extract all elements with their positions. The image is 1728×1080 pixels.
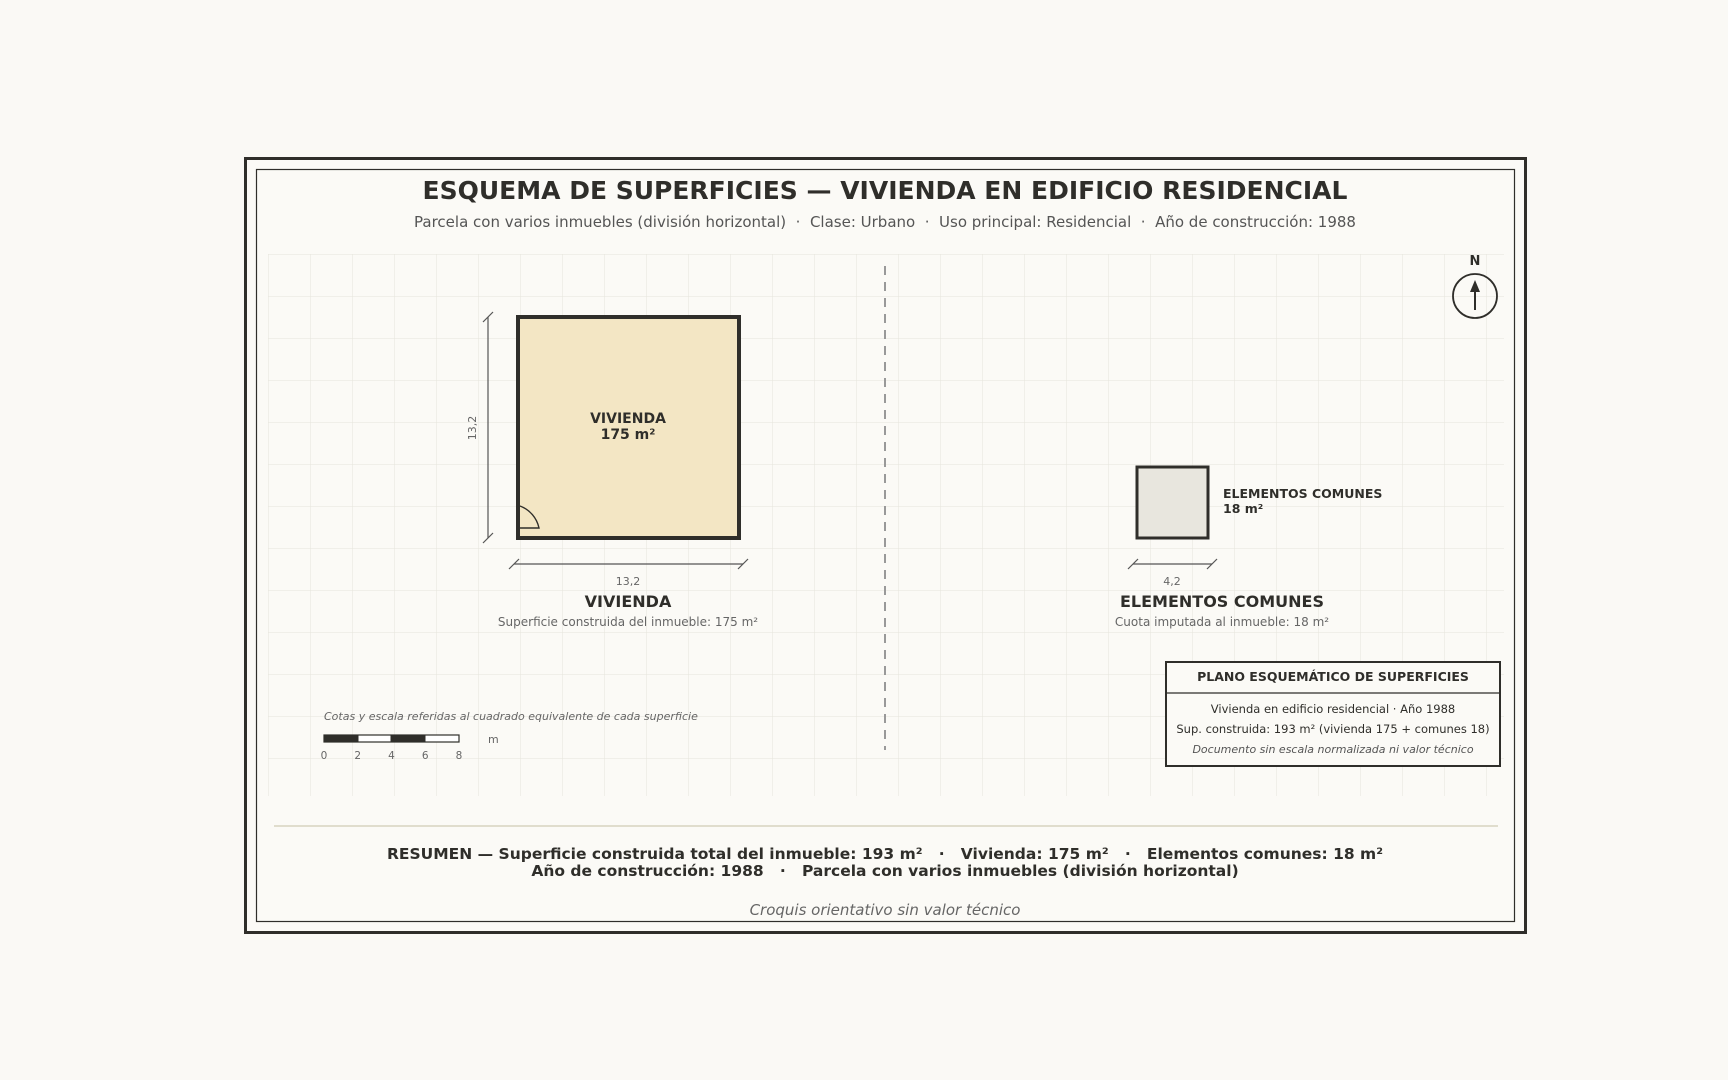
scale-unit: m [488, 733, 499, 746]
scale-bar [324, 735, 459, 742]
footer-note: Croquis orientativo sin valor técnico [749, 901, 1021, 919]
scale-tick-label: 4 [388, 750, 395, 762]
comunes-caption-text: Cuota imputada al inmueble: 18 m² [1114, 615, 1330, 629]
vivienda-area: 175 m² [600, 427, 656, 443]
comunes-width-label: 4,2 [1163, 575, 1181, 588]
legend-line-1: Vivienda en edificio residencial · Año 1988 [1210, 702, 1456, 716]
scale-tick-label: 2 [354, 750, 362, 762]
page-title: ESQUEMA DE SUPERFICIES — VIVIENDA EN EDIFICIO RESIDENCIAL [422, 176, 1348, 205]
scale-note: Cotas y escala referidas al cuadrado equivalente de cada superficie [324, 710, 698, 723]
comunes-square [1137, 467, 1208, 538]
scale-tick-label: 8 [455, 750, 463, 762]
vivienda-height-label: 13,2 [466, 415, 479, 441]
north-label: N [1469, 254, 1481, 269]
vivienda-name: VIVIENDA [590, 411, 666, 427]
vivienda-caption-title: VIVIENDA [584, 592, 672, 611]
page-subtitle: Parcela con varios inmuebles (división horizontal) · Clase: Urbano · Uso principal: Residencial · Año de construcción: 1988 [414, 213, 1356, 231]
comunes-caption-title: ELEMENTOS COMUNES [1119, 592, 1325, 611]
summary-line-2: Año de construcción: 1988 · Parcela con varios inmuebles (división horizontal) [531, 862, 1239, 880]
comunes-area: 18 m² [1223, 501, 1264, 516]
legend-line-2: Sup. construida: 193 m² (vivienda 175 + comunes 18) [1176, 722, 1490, 736]
legend-title: PLANO ESQUEMÁTICO DE SUPERFICIES [1197, 669, 1469, 684]
vivienda-caption-text: Superficie construida del inmueble: 175 m² [497, 615, 759, 629]
summary-line-1: RESUMEN — Superficie construida total del inmueble: 193 m² · Vivienda: 175 m² · Elementos comunes: 18 m² [386, 845, 1384, 863]
legend-line-3: Documento sin escala normalizada ni valor técnico [1192, 743, 1474, 756]
scale-tick-label: 6 [421, 750, 429, 762]
scale-tick-label: 0 [320, 750, 328, 762]
comunes-name: ELEMENTOS COMUNES [1223, 486, 1383, 501]
vivienda-width-label: 13,2 [615, 575, 641, 588]
